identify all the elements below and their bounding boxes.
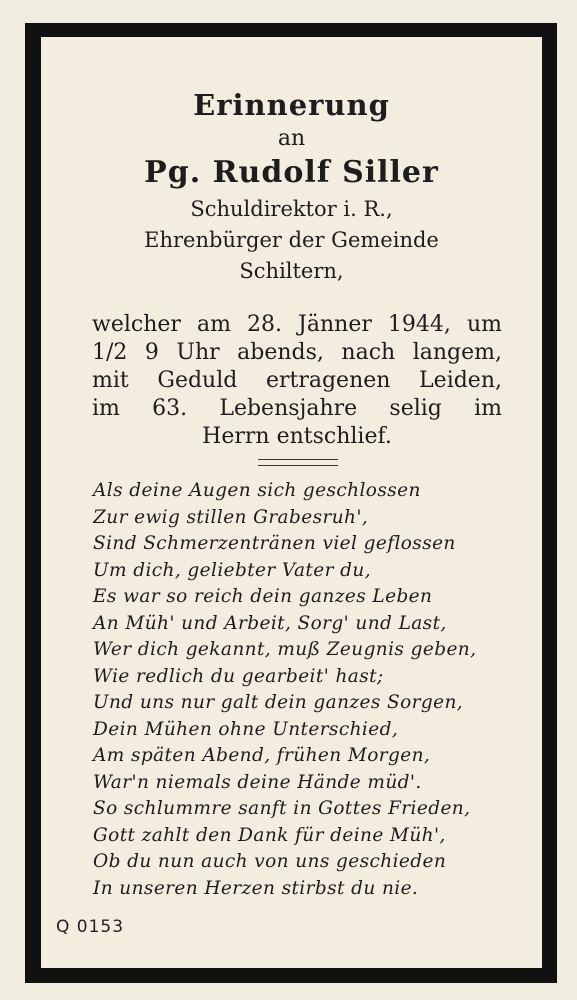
poem-verse: So schlummre sanft in Gottes Frieden, <box>93 798 471 819</box>
poem-verse: War'n niemals deine Hände müd'. <box>93 771 422 793</box>
memorial-poem <box>93 478 513 902</box>
poem-verse: Ob du nun auch von uns geschieden <box>93 851 447 872</box>
poem-verse: Es war so reich dein ganzes Leben <box>93 586 433 607</box>
poem-verse: Wie redlich du gearbeit' hast; <box>93 665 384 687</box>
double-rule-divider <box>258 459 338 466</box>
poem-verse: Als deine Augen sich geschlossen <box>93 480 421 501</box>
notice-line: welcher am 28. Jänner 1944, um <box>92 312 502 337</box>
notice-line: mit Geduld ertragenen Leiden, <box>92 368 502 393</box>
poem-verse: Dein Mühen ohne Unterschied, <box>93 718 399 740</box>
catalog-code: Q 0153 <box>56 917 125 937</box>
poem-verse: Zur ewig stillen Grabesruh', <box>93 506 369 528</box>
card-header <box>41 84 542 287</box>
death-notice <box>92 311 502 451</box>
poem-verse: Sind Schmerzentränen viel geflossen <box>93 533 456 554</box>
deceased-place: Schiltern, <box>239 259 344 283</box>
deceased-name: Pg. Rudolf Siller <box>144 155 439 190</box>
notice-line: 1/2 9 Uhr abends, nach langem, <box>92 340 502 365</box>
notice-line: Herrn entschlief. <box>202 424 392 449</box>
poem-verse: An Müh' und Arbeit, Sorg' und Last, <box>93 612 447 634</box>
poem-verse: Am späten Abend, frühen Morgen, <box>93 745 431 766</box>
notice-line: im 63. Lebensjahre selig im <box>92 396 502 421</box>
card-preposition: an <box>277 126 306 151</box>
poem-verse: Wer dich gekannt, muß Zeugnis geben, <box>93 639 477 660</box>
deceased-honor: Ehrenbürger der Gemeinde <box>144 228 439 252</box>
poem-verse: Und uns nur galt dein ganzes Sorgen, <box>93 692 464 713</box>
deceased-role: Schuldirektor i. R., <box>190 197 393 221</box>
card-title: Erinnerung <box>193 88 390 122</box>
poem-verse: Gott zahlt den Dank für deine Müh', <box>93 824 446 846</box>
poem-verse: In unseren Herzen stirbst du nie. <box>93 877 419 899</box>
poem-verse: Um dich, geliebter Vater du, <box>93 559 371 581</box>
